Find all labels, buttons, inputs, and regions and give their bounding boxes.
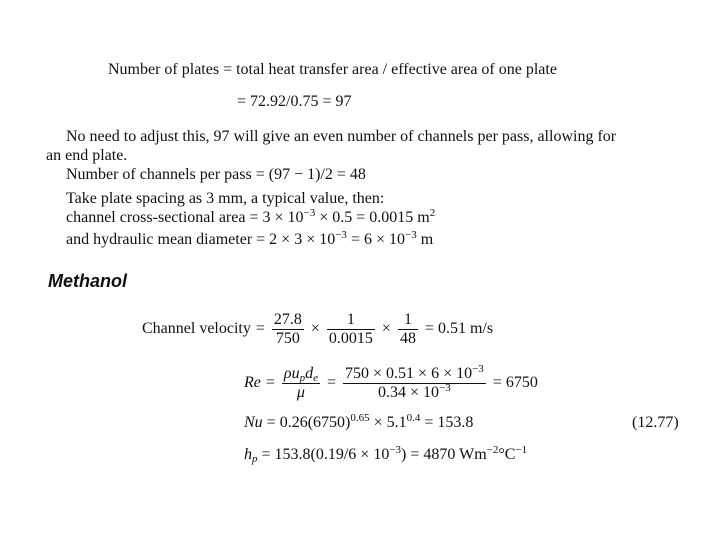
equation-reference: (12.77) [632,414,679,431]
re-label: Re [244,374,261,391]
re-result: = 6750 [492,374,538,391]
plates-result: = 72.92/0.75 = 97 [237,93,352,110]
plates-line: Number of plates = total heat transfer area / effective area of one plate [108,61,557,78]
re-numeric-fraction: $\frac{750 \times 0.51 \times 6 \times 10^{-3}}{0.34 \times 10^{-3}}$ [345,362,484,401]
velocity-fraction-2: $\frac{1}{0.0015}$ [328,310,373,347]
velocity-label: Channel velocity [142,320,251,337]
velocity-fraction-3: $\frac{1}{48}$ [399,310,416,347]
spacing-line: Take plate spacing as 3 mm, a typical value, then: [66,190,385,207]
re-symbolic-fraction: $\frac{\rho u_pd_e}{\mu}$ [283,364,318,401]
adjust-line-1: No need to adjust this, 97 will give an even number of channels per pass, allowing for [66,128,617,145]
nusselt-equation: $Nu = 0.26(6750)^{0.65} \times 5.1^{0.4} = 153.8$ [244,412,474,431]
velocity-result: = 0.51 m/s [424,320,494,337]
velocity-fraction-1: $\frac{27.8}{750}$ [273,310,302,347]
diameter-line: and hydraulic mean diameter = $2 \times 3 \times 10^{-3} = 6 \times 10^{-3}$ m [66,229,434,248]
area-line: channel cross-sectional area = $3 \times 10^{-3} \times 0.5 = 0.0015$ $m^2$ [66,207,436,226]
reynolds-equation: Re = $\frac{\rho u_pd_e}{\mu}$ = $\frac{750 \times 0.51 \times 6 \times 10^{-3}}{0.34 \times 10^{-3}}$ = 6750 [244,362,538,401]
velocity-equation: Channel velocity = $\frac{27.8}{750}$ × $\frac{1}{0.0015}$ × $\frac{1}{48}$ = 0.51 m/s [142,310,494,347]
channels-line: Number of channels per pass = (97 − 1)/2 = 48 [66,166,366,183]
adjust-line-2: an end plate. [46,147,128,164]
section-heading: Methanol [48,271,127,291]
hp-equation: $h_p = 153.8(0.19/6 \times 10^{-3}) = 4870$ $Wm^{-2}^\circ C^{-1}$ [244,444,528,465]
